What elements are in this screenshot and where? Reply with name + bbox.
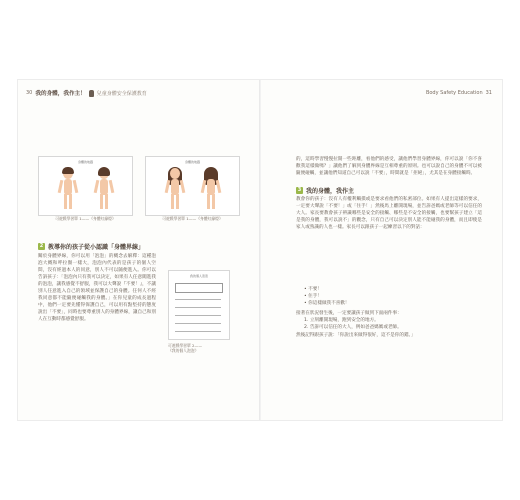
list-item: • 不要！ bbox=[304, 287, 322, 292]
steps-list bbox=[304, 317, 444, 331]
section-2-body: 關於身體界線，你可以用「泡泡」的概念去解釋：這種泡泡大概和呼拉圈一樣大，泡泡內代表的是孩子的個人空間，沒有經過本人的同意，別人不可以隨便進入。你可以告訴孩子：「泡泡內只有我可以決定，如果有人任意闖進我的泡泡，讓我感覺不舒服，我可以大聲說『不要！』，不讓別人任意進入自己的領域並保護自己的身體。任何人不經我同意都不能隨便碰觸我的身體。」在你兒童的成長過程中，他們一定要先懂得保護自己，可以用有點堅持的態度說出「不要」，同時也要尊重別人的身體界線，讓自己和別人在互動時都感覺舒服。 bbox=[38, 254, 156, 322]
right-page-number: 31 bbox=[485, 90, 492, 96]
body-map-cards bbox=[38, 156, 240, 216]
left-page-number: 30 bbox=[26, 90, 33, 96]
left-running-header bbox=[26, 88, 147, 98]
worksheet-name-box bbox=[175, 283, 223, 293]
body-map-card-girl bbox=[145, 156, 240, 216]
right-header-title: Body Safety Education bbox=[425, 90, 483, 96]
section-2-heading bbox=[38, 242, 144, 251]
list-item: • 你這樣做我不喜歡！ bbox=[304, 301, 350, 306]
body-map-card-boy bbox=[38, 156, 133, 216]
series-subtitle: 兒童身體安全保護教育 bbox=[96, 90, 147, 97]
boy-front-figure bbox=[61, 168, 75, 210]
card-title: 身體的地圖 bbox=[184, 160, 200, 164]
card-title: 身體的地圖 bbox=[77, 160, 93, 164]
section-number-badge: 2 bbox=[39, 243, 44, 249]
girl-back-figure bbox=[204, 168, 218, 210]
section-3-heading bbox=[296, 186, 354, 195]
card-captions bbox=[38, 216, 240, 222]
section-number-badge: 3 bbox=[297, 187, 302, 193]
right-running-header bbox=[426, 88, 492, 98]
book-gutter bbox=[259, 80, 261, 420]
child-icon bbox=[89, 90, 94, 97]
section-title: 教導你的孩子從小認識「身體界線」 bbox=[48, 244, 145, 251]
response-list bbox=[304, 286, 444, 307]
worksheet-title: 我的個人泡泡 bbox=[189, 274, 208, 278]
list-item: 1. 立刻離開現場，跑到安全的地方。 bbox=[304, 318, 379, 323]
card-caption: 可遊戲學習單 1——《身體紅綠燈》 bbox=[162, 216, 223, 221]
list-item: 2. 告訴可以信任的大人，例如爸爸媽媽或老師。 bbox=[304, 325, 402, 330]
after-list-text: 接著在狀況發生後，一定要讓孩子做到下面兩件事： bbox=[296, 311, 402, 316]
section-title: 我的身體，我作主 bbox=[306, 188, 355, 195]
closing-text: 然後記得跟孩子說：「你說出來做得很好，這不是你的錯。」 bbox=[296, 333, 416, 338]
boy-back-figure bbox=[97, 168, 111, 210]
right-top-paragraph: 的，這時學習慢慢拉開一些距離，看他們的感受，讓他們學習身體界線，你可以說「你不喜歡我這樣做嗎？」讓他們了解到身體界線是互相尊重的原則。也可以說自己的身體不可以被隨便碰觸，並讓他們知道自己可以說「不要」，時間就是「拒絕」，尤其是在身體接觸時。 bbox=[296, 157, 482, 176]
worksheet-caption: 可遊戲學習單 2—— 《我的個人泡泡》 bbox=[168, 343, 202, 353]
book-title: 我的身體，我作主！ bbox=[35, 91, 86, 97]
girl-front-figure bbox=[168, 168, 182, 210]
card-caption: 可遊戲學習單 1——《身體紅綠燈》 bbox=[55, 216, 116, 221]
section-3-body: 教會你的孩子：沒有人有權利觸摸或是要求看他們的私密部位。如果有人提出這樣的要求，一定要大聲說「不要！」或「住手！」然後馬上離開現場，並告訴爸媽或老師等可以信任的大人。家長要教會孩子辨識哪些是安全的接觸、哪些是不安全的接觸，也要幫孩子建立「這是我的身體，我可以說不」的觀念，只有自己可以決定別人能不能碰我的身體，而且即使是家人或熟識的人也一樣。家長可以跟孩子一起練習以下的對話： bbox=[296, 197, 482, 230]
list-item: • 住手！ bbox=[304, 294, 322, 299]
bubble-worksheet-image bbox=[168, 270, 230, 340]
